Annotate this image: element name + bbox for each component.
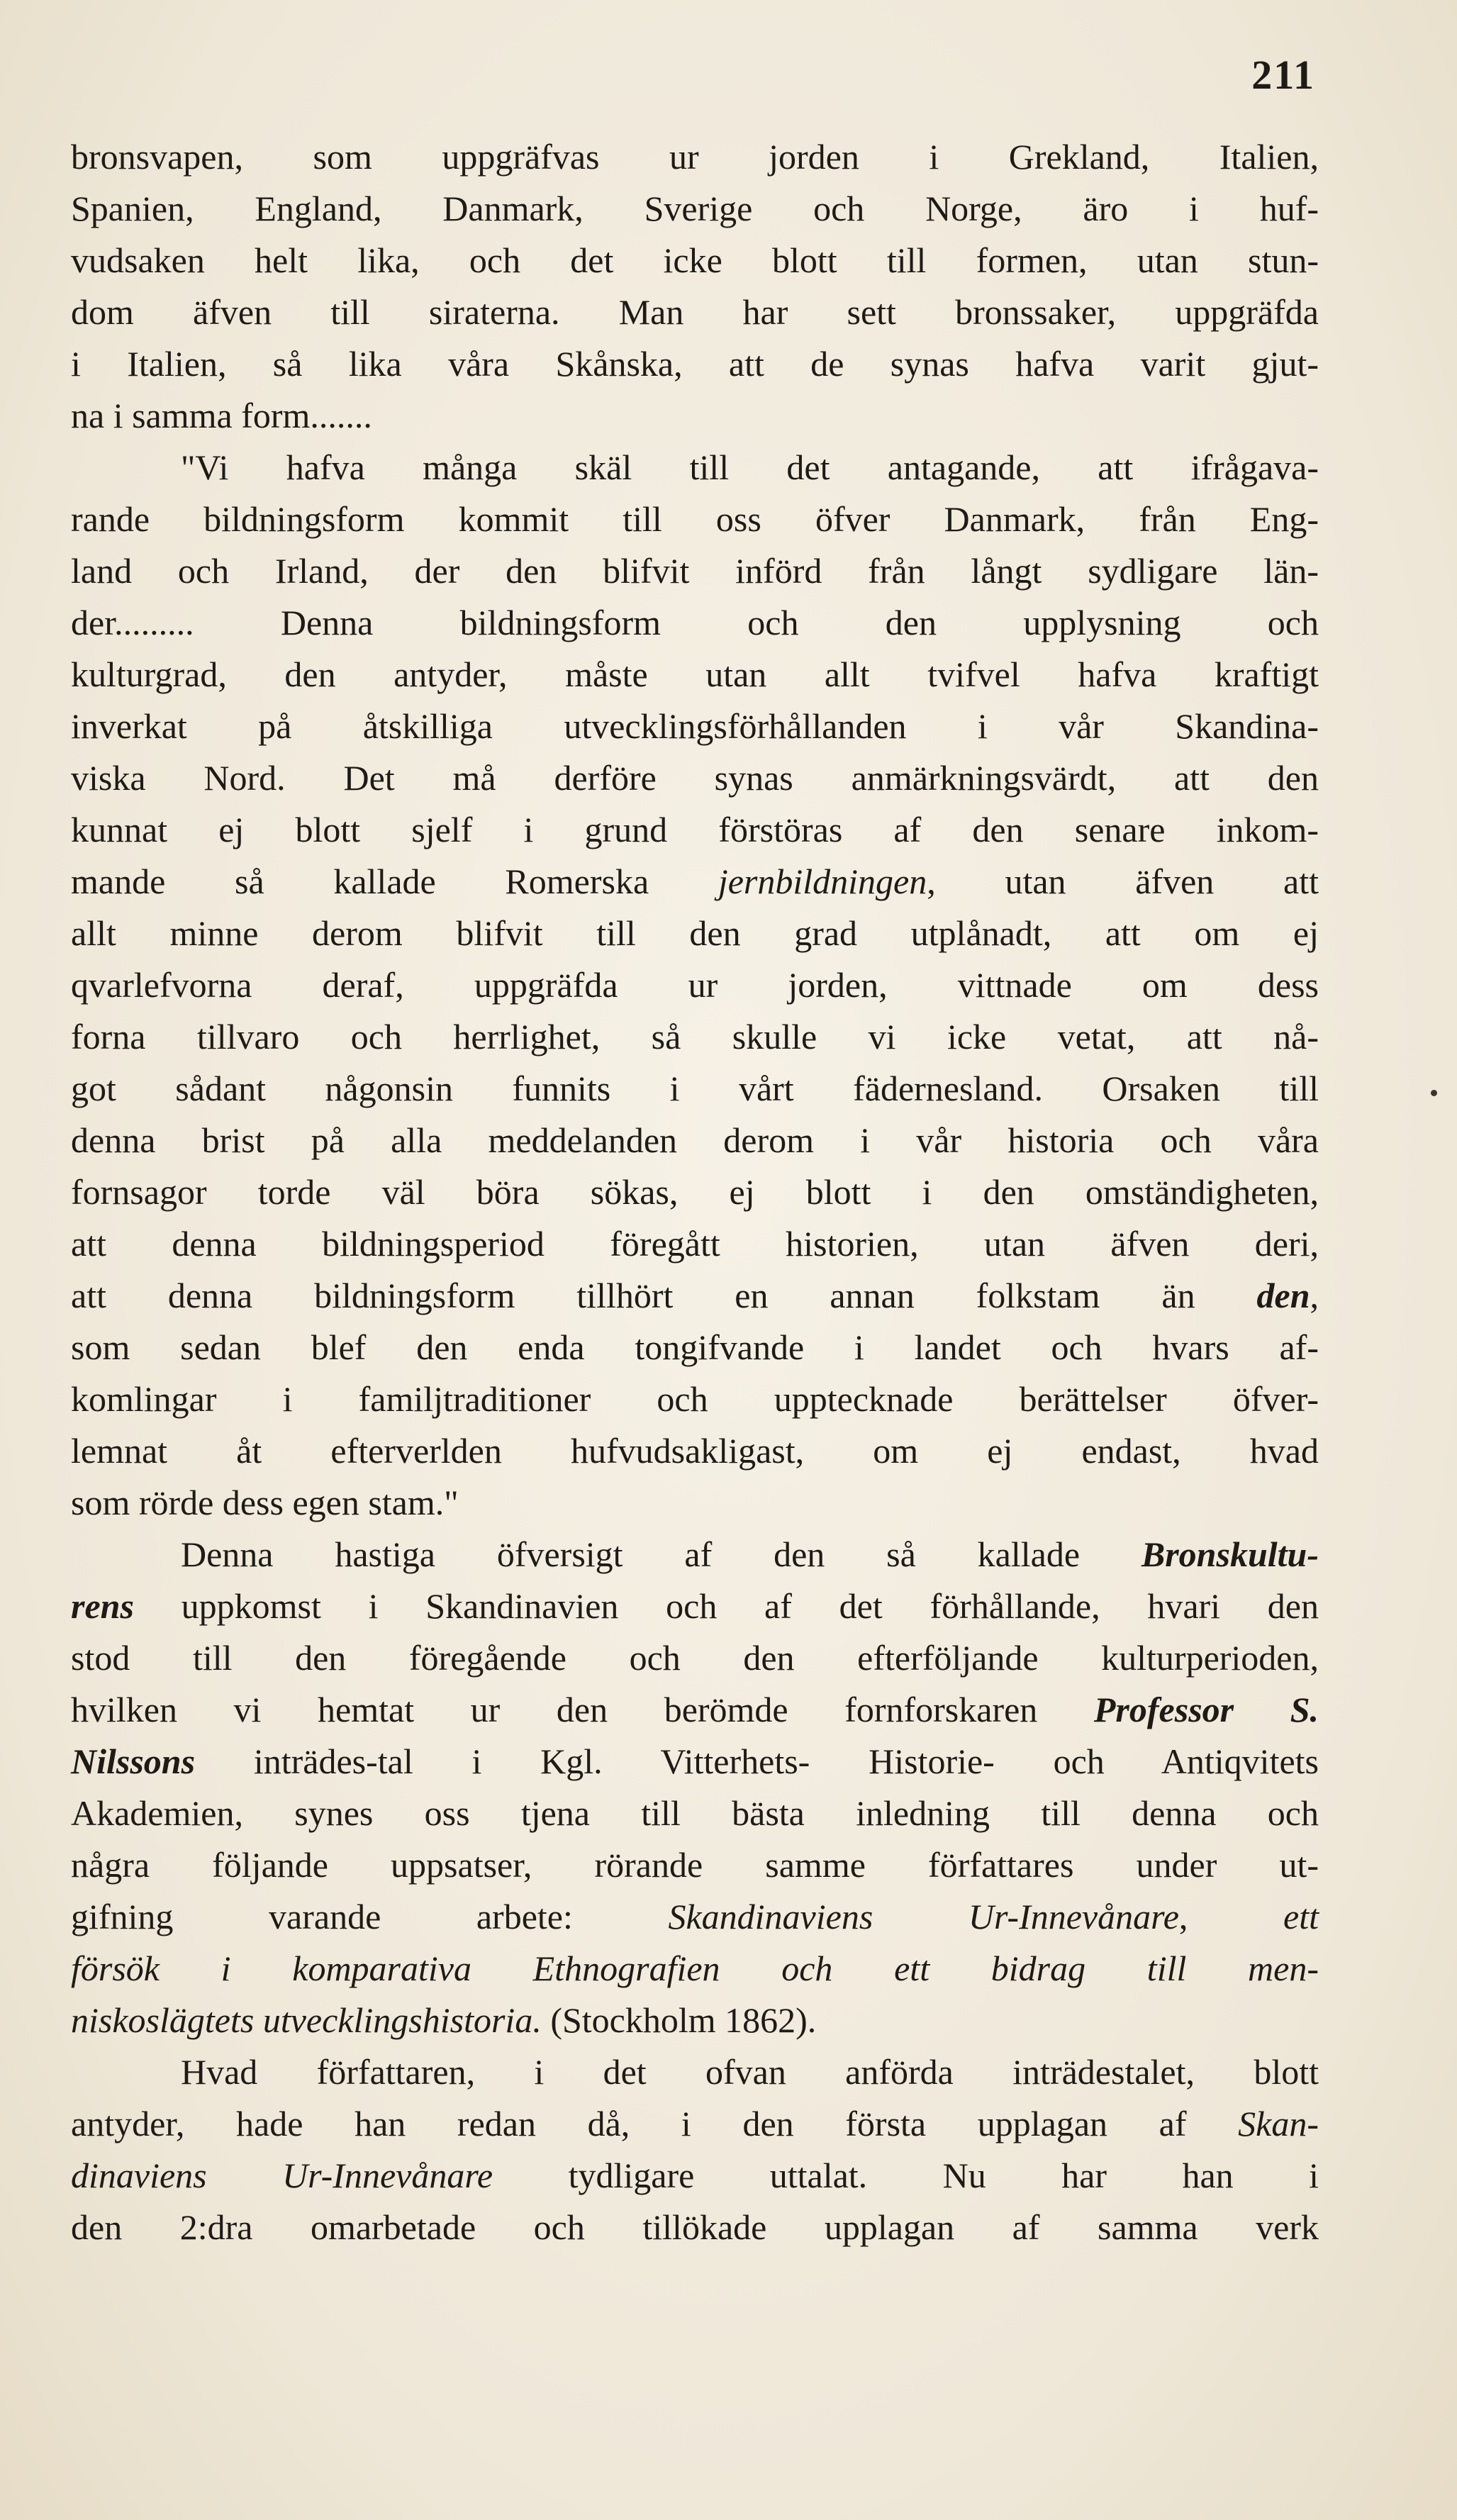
text-line — [71, 1995, 1319, 2046]
text-line: land och Irland, der den blifvit införd från långt sydligare län- — [71, 551, 1319, 591]
text-segment: ett — [1283, 1897, 1319, 1936]
text-line: allt minne derom blifvit till den grad utplånadt, att om ej — [71, 913, 1319, 953]
text-line: Hvad författaren, i det ofvan anförda inträdestalet, blott — [181, 2052, 1319, 2092]
text-segment: tydligare uttalat. Nu har han i — [493, 2156, 1319, 2195]
text-line: Akademien, synes oss tjena till bästa inledning till denna och — [71, 1793, 1319, 1833]
text-line: komlingar i familjtraditioner och upptecknade berättelser öfver- — [71, 1379, 1319, 1419]
text-line: som sedan blef den enda tongifvande i landet och hvars af- — [71, 1327, 1319, 1367]
text-segment: rens — [71, 1586, 134, 1626]
text-line: qvarlefvorna deraf, uppgräfda ur jorden, vittnade om dess — [71, 965, 1319, 1005]
text-line — [71, 1943, 1319, 1995]
text-line — [71, 1580, 1319, 1632]
text-line: kunnat ej blott sjelf i grund förstöras af den senare inkom- — [71, 810, 1319, 849]
text-line: viska Nord. Det må derföre synas anmärkningsvärdt, att den — [71, 758, 1319, 798]
text-segment: niskoslägtets utvecklingshistoria. — [71, 2000, 542, 2040]
text-segment: (Stockholm 1862). — [541, 2000, 817, 2040]
text-segment: Professor S. — [1093, 1690, 1319, 1729]
text-segment: hvilken vi hemtat ur den berömde fornforskaren — [71, 1690, 1094, 1729]
text-line — [71, 1891, 1319, 1943]
text-line — [71, 1736, 1319, 1788]
text-line: att denna bildningsperiod föregått historien, utan äfven deri, — [71, 1224, 1319, 1264]
text-segment: den — [1256, 1276, 1310, 1315]
text-segment: inträdes-tal i Kgl. Vitterhets- Historie- och Antiqvitets — [195, 1741, 1319, 1781]
ink-spot — [1431, 1090, 1437, 1096]
text-line: denna brist på alla meddelanden derom i vår historia och våra — [71, 1120, 1319, 1160]
text-line: som rörde dess egen stam." — [71, 1483, 459, 1522]
text-segment: Denna hastiga öfversigt af den så kallade — [181, 1534, 1141, 1574]
text-segment: , utan äfven att — [927, 862, 1319, 901]
text-segment: dinaviens Ur-Innevånare — [71, 2156, 493, 2195]
text-line: "Vi hafva många skäl till det antagande, att ifrågava- — [181, 447, 1319, 487]
text-line: dom äfven till siraterna. Man har sett bronssaker, uppgräfda — [71, 292, 1319, 332]
text-segment: jernbildningen — [718, 862, 927, 901]
text-segment: mande så kallade Romerska — [71, 862, 718, 901]
text-segment: Skan- — [1238, 2104, 1319, 2143]
text-line: stod till den föregående och den efterföljande kulturperioden, — [71, 1638, 1319, 1678]
text-line: na i samma form....... — [71, 396, 372, 435]
text-line: got sådant någonsin funnits i vårt fädernesland. Orsaken till — [71, 1069, 1319, 1108]
text-line — [71, 1684, 1319, 1736]
text-line: kulturgrad, den antyder, måste utan allt tvifvel hafva kraftigt — [71, 654, 1319, 694]
text-line — [71, 2098, 1319, 2150]
text-line — [71, 856, 1319, 908]
text-line — [71, 2150, 1319, 2202]
text-line: fornsagor torde väl böra sökas, ej blott i den omständigheten, — [71, 1172, 1319, 1212]
text-segment: Nilssons — [71, 1741, 196, 1781]
text-line: rande bildningsform kommit till oss öfver Danmark, från Eng- — [71, 499, 1319, 539]
text-line: några följande uppsatser, rörande samme författares under ut- — [71, 1845, 1319, 1885]
text-line: Spanien, England, Danmark, Sverige och Norge, äro i huf- — [71, 189, 1319, 228]
text-segment: försök i komparativa Ethnografien och ett bidrag till men- — [71, 1948, 1319, 1988]
body-text — [71, 131, 1319, 2253]
text-segment: , — [1178, 1897, 1284, 1936]
text-segment: , — [1310, 1276, 1319, 1315]
text-line: den 2:dra omarbetade och tillökade upplagan af samma verk — [71, 2207, 1319, 2247]
text-line: lemnat åt efterverlden hufvudsakligast, om ej endast, hvad — [71, 1431, 1319, 1471]
text-segment: Skandinaviens Ur-Innevånare — [668, 1897, 1179, 1936]
text-segment: att denna bildningsform tillhört en annan folkstam än — [71, 1276, 1257, 1315]
text-line: i Italien, så lika våra Skånska, att de synas hafva varit gjut- — [71, 344, 1319, 384]
text-line: inverkat på åtskilliga utvecklingsförhållanden i vår Skandina- — [71, 706, 1319, 746]
text-segment: antyder, hade han redan då, i den första upplagan af — [71, 2104, 1239, 2143]
text-line — [71, 1270, 1319, 1322]
text-line: forna tillvaro och herrlighet, så skulle vi icke vetat, att nå- — [71, 1017, 1319, 1056]
text-line — [71, 1529, 1319, 1580]
text-line: der......... Denna bildningsform och den upplysning och — [71, 603, 1319, 642]
text-line: vudsaken helt lika, och det icke blott till formen, utan stun- — [71, 240, 1319, 280]
text-line: bronsvapen, som uppgräfvas ur jorden i Grekland, Italien, — [71, 137, 1319, 177]
text-segment: gifning varande arbete: — [71, 1897, 669, 1936]
text-segment: Bronskultu- — [1141, 1534, 1319, 1574]
text-segment: uppkomst i Skandinavien och af det förhållande, hvari den — [133, 1586, 1319, 1626]
page-number: 211 — [1251, 52, 1315, 98]
